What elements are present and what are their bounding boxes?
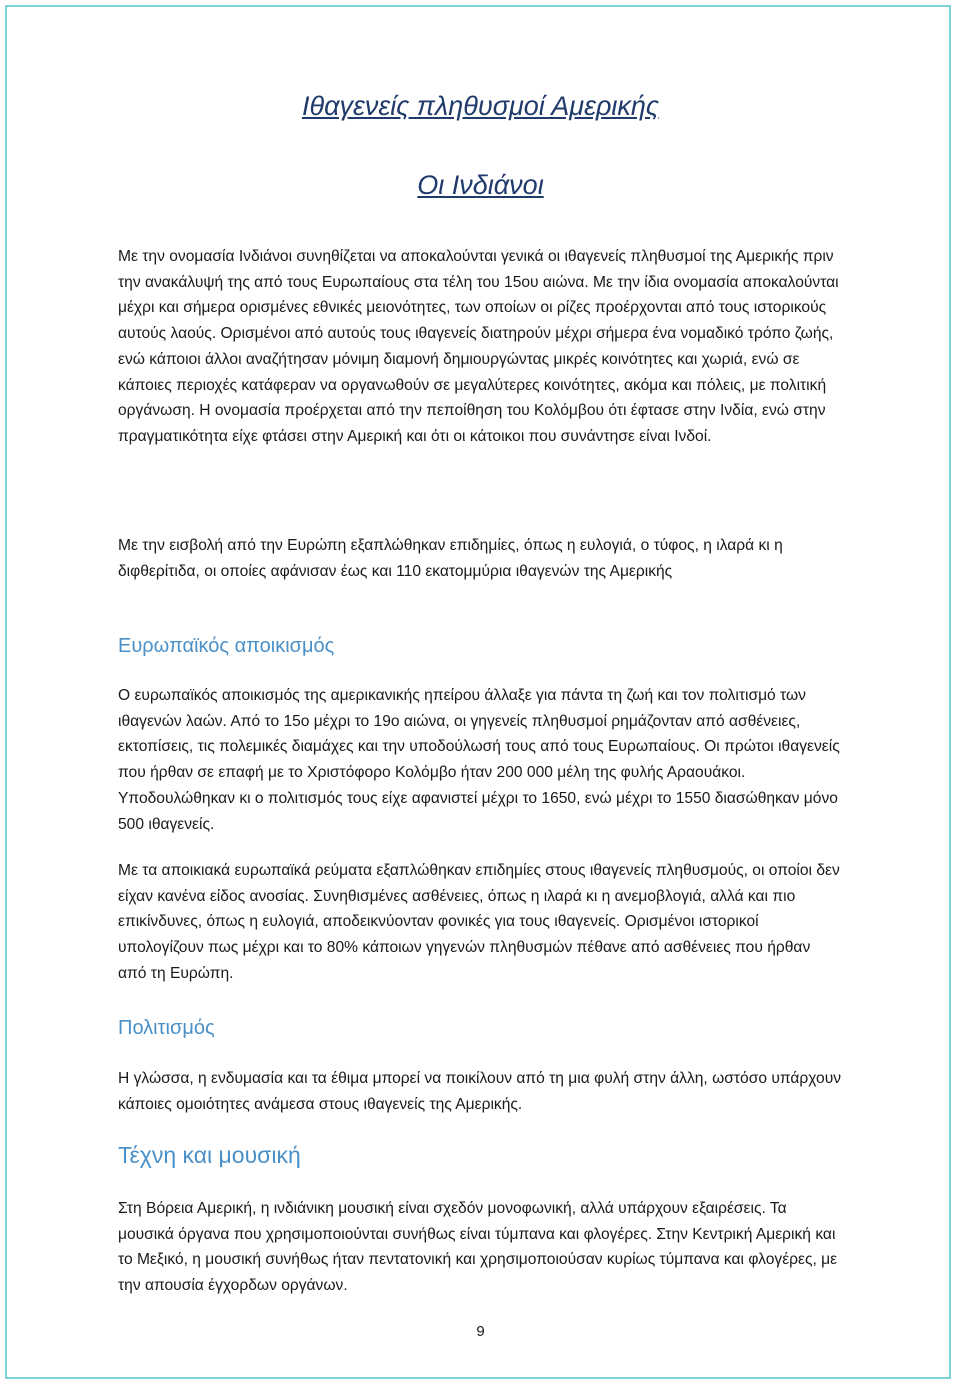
page-number: 9	[476, 1323, 485, 1340]
document-subtitle: Οι Ινδιάνοι	[417, 170, 544, 200]
culture-paragraph: Η γλώσσα, η ενδυμασία και τα έθιμα μπορεί να ποικίλουν από τη μια φυλή στην άλλη, ωστόσο υπάρχουν κάποιες ομοιότητες ανάμεσα στους ιθαγενείς της Αμερικής.	[118, 1070, 842, 1113]
document-title: Ιθαγενείς πληθυσμοί Αμερικής	[301, 91, 660, 121]
section-heading-culture: Πολιτισμός	[118, 1017, 215, 1039]
section-heading-colonization: Ευρωπαϊκός αποικισμός	[118, 635, 335, 657]
intro-paragraph-2: Με την εισβολή από την Ευρώπη εξαπλώθηκαν επιδημίες, όπως η ευλογιά, ο τύφος, η ιλαρά κι η διφθερίτιδα, οι οποίες αφάνισαν έως και 110 εκατομμύρια ιθαγενών της Αμερικής	[118, 537, 783, 580]
intro-paragraph-1: Με την ονομασία Ινδιάνοι συνηθίζεται να αποκαλούνται γενικά οι ιθαγενείς πληθυσμοί της Αμερικής πριν την ανακάλυψή της από τους Ευρωπαίους στα τέλη του 15ου αιώνα. Με την ίδια ονομασία αποκαλούνται μέχρι και σήμερα ορισμένες εθνικές μειονότητες, των οποίων οι ρίζες προέρχονται από τους ιστορικούς αυτούς λαούς. Ορισμένοι από αυτούς τους ιθαγενείς διατηρούν μέχρι σήμερα ένα νομαδικό τρόπο ζωής, ενώ κάποιοι άλλοι αναζήτησαν μόνιμη διαμονή δημιουργώντας μικρές κοινότητες και χωριά, ενώ σε κάποιες περιοχές κατάφεραν να οργανωθούν σε μεγαλύτερες κοινότητες, ακόμα και πόλεις, με πολιτική οργάνωση. Η ονομασία προέρχεται από την πεποίθηση του Κολόμβου ότι έφτασε στην Ινδία, ενώ στην πραγματικότητα είχε φτάσει στην Αμερική και ότι οι κάτοικοι που συνάντησε είναι Ινδοί.	[118, 248, 839, 445]
colonization-paragraph-2: Με τα αποικιακά ευρωπαϊκά ρεύματα εξαπλώθηκαν επιδημίες στους ιθαγενείς πληθυσμούς, οι οποίοι δεν είχαν κανένα είδος ανοσίας. Συνηθισμένες ασθένειες, όπως η ιλαρά κι η ανεμοβλογιά, αλλά και πιο επικίνδυνες, όπως η ευλογιά, αποδεικνύονταν φονικές για τους ιθαγενείς. Ορισμένοι ιστορικοί υπολογίζουν πως μέχρι και το 80% κάποιων γηγενών πληθυσμών πέθανε από ασθένειες που ήρθαν από τη Ευρώπη.	[118, 862, 840, 982]
section-heading-art-music: Τέχνη και μουσική	[118, 1142, 301, 1168]
art-music-paragraph: Στη Βόρεια Αμερική, η ινδιάνικη μουσική είναι σχεδόν μονοφωνική, αλλά υπάρχουν εξαιρέσεις. Τα μουσικά όργανα που χρησιμοποιούνται συνήθως είναι τύμπανα και φλογέρες. Στην Κεντρική Αμερική και το Μεξικό, η μουσική συνήθως ήταν πεντατονική και χρησιμοποιούσαν κυρίως τύμπανα και φλογέρες, με την απουσία έγχορδων οργάνων.	[118, 1200, 838, 1295]
colonization-paragraph-1: Ο ευρωπαϊκός αποικισμός της αμερικανικής ηπείρου άλλαξε για πάντα τη ζωή και τον πολιτισμό των ιθαγενών λαών. Από το 15ο μέχρι το 19ο αιώνα, οι γηγενείς πληθυσμοί ρημάζονταν από ασθένειες, εκτοπίσεις, τις πολεμικές διαμάχες και την υποδούλωσή τους από τους Ευρωπαίους. Οι πρώτοι ιθαγενείς που ήρθαν σε επαφή με το Χριστόφορο Κολόμβο ήταν 200 000 μέλη της φυλής Αραουάκοι. Υποδουλώθηκαν κι ο πολιτισμός τους είχε αφανιστεί μέχρι το 1650, ενώ μέχρι το 1550 διασώθηκαν μόνο 500 ιθαγενείς.	[118, 687, 840, 833]
